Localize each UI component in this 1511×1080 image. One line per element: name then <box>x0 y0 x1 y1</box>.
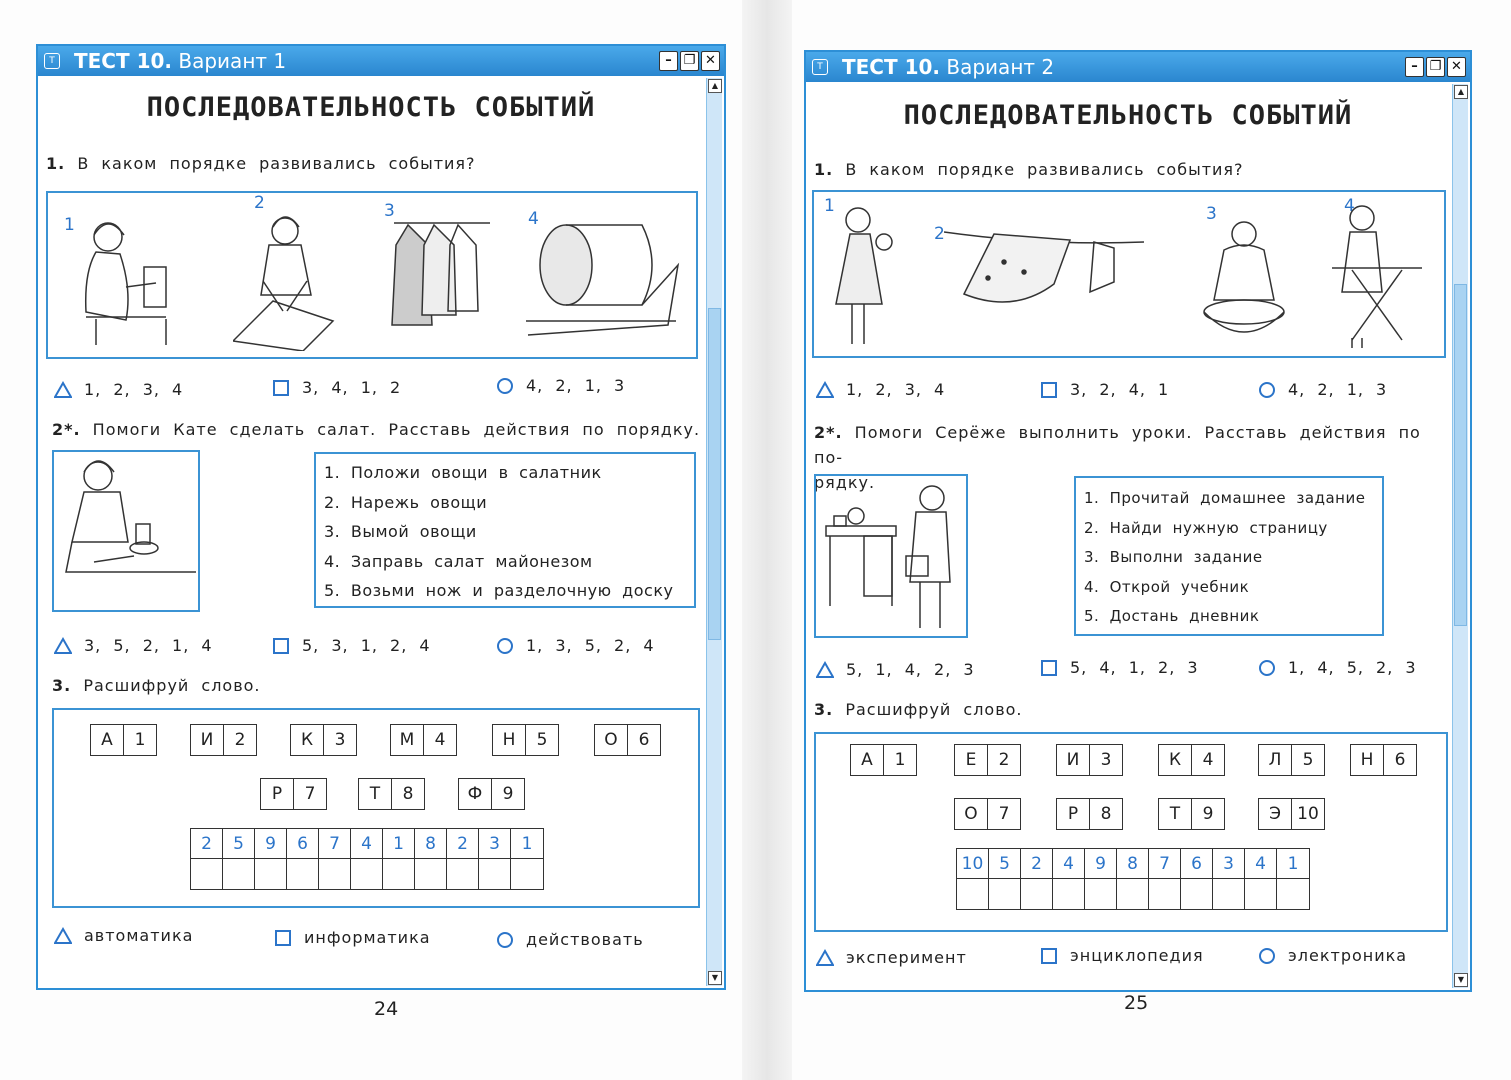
circle-icon <box>496 637 514 655</box>
homework-steps-list <box>1074 476 1384 636</box>
answer-letter-cell[interactable] <box>383 859 415 889</box>
question-1-pictures <box>812 190 1446 358</box>
answer-letter-cell[interactable] <box>957 879 989 909</box>
sewing-woman-illustration <box>66 207 186 347</box>
homework-picture <box>814 474 968 638</box>
step-item: 3. Выполни задание <box>1084 548 1263 566</box>
step-item: 4. Заправь салат майонезом <box>324 551 593 571</box>
square-icon <box>272 379 290 397</box>
window-title: ТЕСТ 10. Вариант 2 <box>842 55 1055 79</box>
circle-icon <box>496 377 514 395</box>
cipher-cell: Р 8 <box>1056 798 1123 830</box>
square-icon <box>272 637 290 655</box>
step-item: 1. Прочитай домашнее задание <box>1084 489 1366 507</box>
circle-icon <box>1258 659 1276 677</box>
ironing-illustration <box>1322 198 1432 352</box>
question-3: 3. Расшифруй слово. <box>814 700 1023 719</box>
code-digit: 5 <box>223 829 255 859</box>
answer-option[interactable]: 4, 2, 1, 3 <box>1258 380 1387 399</box>
cipher-cell: А 1 <box>90 724 157 756</box>
cipher-cell: И 2 <box>190 724 257 756</box>
answer-option[interactable]: информатика <box>274 928 431 947</box>
step-item: 5. Достань дневник <box>1084 607 1260 625</box>
square-icon <box>1040 947 1058 965</box>
cipher-box <box>52 708 700 908</box>
code-digit: 6 <box>1181 849 1213 879</box>
question-1: 1. В каком порядке развивались события? <box>46 154 476 173</box>
answer-letter-cell[interactable] <box>191 859 223 889</box>
picture-number: 2 <box>934 224 945 244</box>
window-app-icon: T <box>812 59 828 75</box>
restore-icon[interactable]: ❐ <box>1426 57 1445 77</box>
answer-letter-cell[interactable] <box>223 859 255 889</box>
square-icon <box>1040 381 1058 399</box>
scroll-down-icon[interactable]: ▼ <box>708 971 722 985</box>
code-digit: 4 <box>1245 849 1277 879</box>
question-1-pictures <box>46 191 698 359</box>
code-digit: 7 <box>319 829 351 859</box>
cipher-box <box>814 732 1448 932</box>
salad-steps-list <box>314 452 696 608</box>
code-digit: 7 <box>1149 849 1181 879</box>
answer-letter-cell[interactable] <box>1277 879 1309 909</box>
window-title: ТЕСТ 10. Вариант 1 <box>74 49 287 73</box>
page-heading: ПОСЛЕДОВАТЕЛЬНОСТЬ СОБЫТИЙ <box>903 100 1353 131</box>
answer-option[interactable]: 4, 2, 1, 3 <box>496 376 625 395</box>
girl-making-salad-illustration <box>54 452 198 610</box>
page-number: 24 <box>374 998 399 1020</box>
answer-option[interactable]: автоматика <box>54 926 193 945</box>
question-2: 2*. Помоги Серёже выполнить уроки. Расставь действия по по- рядку. <box>814 423 1421 492</box>
step-item: 5. Возьми нож и разделочную доску <box>324 581 674 600</box>
triangle-icon <box>54 381 72 399</box>
question-2: 2*. Помоги Кате сделать салат. Расставь действия по порядку. <box>52 420 701 439</box>
step-item: 2. Найди нужную страницу <box>1084 518 1328 537</box>
test-window-variant-1 <box>36 44 726 990</box>
cipher-cell: Н 6 <box>1350 744 1417 776</box>
page-heading: ПОСЛЕДОВАТЕЛЬНОСТЬ СОБЫТИЙ <box>146 92 596 123</box>
step-item: 4. Открой учебник <box>1084 577 1250 596</box>
picture-number: 1 <box>824 196 835 216</box>
book-spine <box>742 0 792 1080</box>
code-digit: 8 <box>1117 849 1149 879</box>
answer-letter-cell[interactable] <box>1149 879 1181 909</box>
cipher-cell: Т 9 <box>1158 798 1225 830</box>
restore-icon[interactable]: ❐ <box>680 51 699 71</box>
answer-letter-cell[interactable] <box>255 859 287 889</box>
circle-icon <box>496 931 514 949</box>
answer-letter-cell[interactable] <box>447 859 479 889</box>
step-item: 2. Нарежь овощи <box>324 492 488 512</box>
answer-letter-cell[interactable] <box>415 859 447 889</box>
cutting-fabric-illustration <box>233 211 353 351</box>
cipher-cell: Р 7 <box>260 778 327 810</box>
code-digit: 3 <box>1213 849 1245 879</box>
answer-letter-cell[interactable] <box>319 859 351 889</box>
close-icon[interactable]: ✕ <box>701 51 720 71</box>
picture-number: 4 <box>1344 196 1355 216</box>
cipher-cell: О 7 <box>954 798 1021 830</box>
answer-letter-cell[interactable] <box>351 859 383 889</box>
answer-option[interactable]: 3, 2, 4, 1 <box>1040 380 1169 399</box>
window-titlebar <box>806 52 1470 82</box>
triangle-icon <box>816 661 834 679</box>
cipher-cell: Ф 9 <box>458 778 525 810</box>
triangle-icon <box>816 949 834 967</box>
vertical-scrollbar[interactable] <box>706 78 722 986</box>
code-digit: 2 <box>447 829 479 859</box>
code-digit: 8 <box>415 829 447 859</box>
answer-option[interactable]: 3, 4, 1, 2 <box>272 378 401 397</box>
cipher-cell: Т 8 <box>358 778 425 810</box>
answer-letter-cell[interactable] <box>1117 879 1149 909</box>
step-item: 1. Положи овощи в салатник <box>324 463 602 482</box>
answer-option[interactable]: 1, 2, 3, 4 <box>54 380 183 399</box>
question-1: 1. В каком порядке развивались события? <box>814 160 1244 179</box>
cipher-cell: А 1 <box>850 744 917 776</box>
code-digit: 2 <box>191 829 223 859</box>
answer-option[interactable]: 1, 2, 3, 4 <box>816 380 945 399</box>
code-digit: 4 <box>351 829 383 859</box>
cipher-cell: О 6 <box>594 724 661 756</box>
code-digit: 9 <box>255 829 287 859</box>
answer-letter-cell[interactable] <box>1021 879 1053 909</box>
answer-option[interactable]: 5, 4, 1, 2, 3 <box>1040 658 1199 677</box>
salad-picture <box>52 450 200 612</box>
step-item: 3. Вымой овощи <box>324 522 477 541</box>
answer-letter-cell[interactable] <box>511 859 543 889</box>
code-grid <box>956 848 1310 910</box>
answer-letter-cell[interactable] <box>1181 879 1213 909</box>
answer-option[interactable]: 3, 5, 2, 1, 4 <box>54 636 213 655</box>
cipher-cell: К 4 <box>1158 744 1225 776</box>
circle-icon <box>1258 947 1276 965</box>
cipher-cell: Э 10 <box>1258 798 1325 830</box>
square-icon <box>274 929 292 947</box>
answer-option[interactable]: 1, 4, 5, 2, 3 <box>1258 658 1417 677</box>
triangle-icon <box>54 637 72 655</box>
answer-letter-cell[interactable] <box>1245 879 1277 909</box>
window-app-icon: T <box>44 53 60 69</box>
minimize-icon[interactable]: – <box>1405 57 1424 77</box>
scroll-up-icon[interactable]: ▲ <box>1454 85 1468 99</box>
code-digit: 6 <box>287 829 319 859</box>
vertical-scrollbar[interactable] <box>1452 84 1468 988</box>
close-icon[interactable]: ✕ <box>1447 57 1466 77</box>
code-digit: 2 <box>1021 849 1053 879</box>
girl-in-dress-illustration <box>828 198 908 352</box>
window-titlebar <box>38 46 724 76</box>
code-digit: 5 <box>989 849 1021 879</box>
answer-letter-cell[interactable] <box>1053 879 1085 909</box>
dresses-on-hangers-illustration <box>388 207 498 347</box>
answer-option[interactable]: 5, 1, 4, 2, 3 <box>816 660 975 679</box>
washing-clothes-illustration <box>1194 212 1304 352</box>
code-digit: 9 <box>1085 849 1117 879</box>
answer-option[interactable]: 1, 3, 5, 2, 4 <box>496 636 655 655</box>
picture-number: 3 <box>384 201 395 221</box>
dress-on-clothesline-illustration <box>944 212 1154 322</box>
code-digit: 1 <box>383 829 415 859</box>
cipher-cell: И 3 <box>1056 744 1123 776</box>
code-grid <box>190 828 544 890</box>
code-digit: 4 <box>1053 849 1085 879</box>
circle-icon <box>1258 381 1276 399</box>
answer-option[interactable]: электроника <box>1258 946 1407 965</box>
scroll-up-icon[interactable]: ▲ <box>708 79 722 93</box>
question-3: 3. Расшифруй слово. <box>52 676 261 695</box>
answer-letter-cell[interactable] <box>1213 879 1245 909</box>
cipher-cell: Н 5 <box>492 724 559 756</box>
page-number: 25 <box>1124 992 1149 1014</box>
code-digit: 10 <box>957 849 989 879</box>
answer-option[interactable]: действовать <box>496 930 644 949</box>
answer-letter-cell[interactable] <box>479 859 511 889</box>
picture-number: 4 <box>528 209 539 229</box>
square-icon <box>1040 659 1058 677</box>
picture-number: 1 <box>64 215 75 235</box>
fabric-roll-illustration <box>526 211 686 341</box>
test-window-variant-2 <box>804 50 1472 992</box>
answer-option[interactable]: эксперимент <box>816 948 967 967</box>
answer-letter-cell[interactable] <box>989 879 1021 909</box>
triangle-icon <box>816 381 834 399</box>
code-digit: 1 <box>1277 849 1309 879</box>
cipher-cell: Л 5 <box>1258 744 1325 776</box>
cipher-cell: Е 2 <box>954 744 1021 776</box>
scroll-thumb[interactable] <box>1454 284 1467 626</box>
cipher-cell: М 4 <box>390 724 457 756</box>
boy-at-desk-illustration <box>816 476 966 636</box>
answer-letter-cell[interactable] <box>1085 879 1117 909</box>
answer-letter-cell[interactable] <box>287 859 319 889</box>
cipher-cell: К 3 <box>290 724 357 756</box>
scroll-thumb[interactable] <box>708 308 721 640</box>
picture-number: 3 <box>1206 204 1217 224</box>
triangle-icon <box>54 927 72 945</box>
answer-option[interactable]: 5, 3, 1, 2, 4 <box>272 636 431 655</box>
scroll-down-icon[interactable]: ▼ <box>1454 973 1468 987</box>
code-digit: 1 <box>511 829 543 859</box>
picture-number: 2 <box>254 193 265 213</box>
minimize-icon[interactable]: – <box>659 51 678 71</box>
answer-option[interactable]: энциклопедия <box>1040 946 1204 965</box>
code-digit: 3 <box>479 829 511 859</box>
